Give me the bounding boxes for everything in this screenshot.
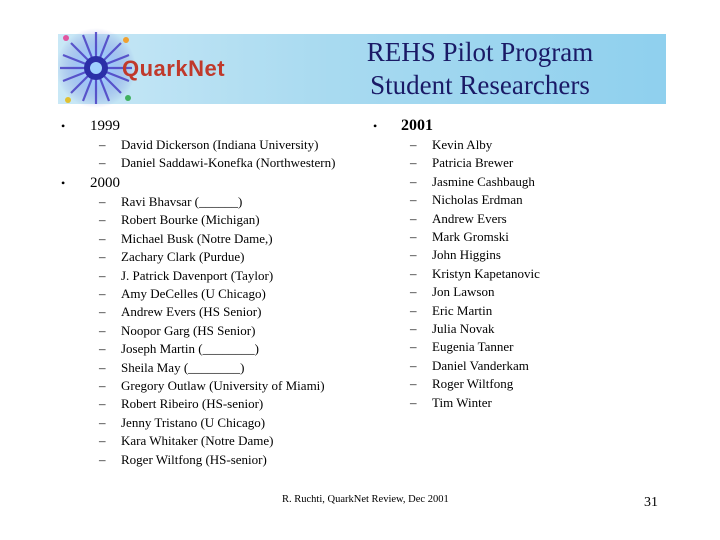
dash-marker: – — [99, 304, 106, 320]
student-name: David Dickerson (Indiana University) — [121, 137, 319, 152]
student-name: Noopor Garg (HS Senior) — [121, 322, 256, 338]
student-name: Julia Novak — [432, 321, 495, 336]
dash-marker: – — [99, 433, 106, 449]
dash-marker: – — [99, 341, 106, 357]
student-name: Robert Ribeiro (HS-senior) — [121, 396, 264, 412]
student-name: Kristyn Kapetanovic — [432, 265, 540, 281]
dash-marker: – — [410, 394, 417, 410]
list-item — [410, 173, 535, 191]
bullet-icon: • — [373, 119, 378, 133]
dash-marker: – — [410, 357, 417, 373]
dash-marker: – — [99, 137, 106, 152]
list-item — [410, 394, 492, 412]
student-name: Jasmine Cashbaugh — [432, 173, 535, 189]
list-item — [410, 283, 494, 301]
page-number: 31 — [644, 495, 658, 510]
dash-marker: – — [410, 137, 417, 152]
dash-marker: – — [99, 230, 106, 246]
dash-marker: – — [410, 192, 417, 208]
dash-marker: – — [410, 247, 417, 263]
dash-marker: – — [410, 376, 417, 392]
student-name: Roger Wiltfong — [432, 376, 514, 392]
student-name: Sheila May (________) — [121, 359, 245, 375]
list-item — [410, 228, 509, 246]
list-item — [99, 359, 244, 377]
list-item — [410, 136, 492, 154]
dash-marker: – — [99, 212, 106, 228]
slide-title — [330, 36, 630, 102]
student-name: John Higgins — [432, 247, 501, 263]
dash-marker: – — [410, 173, 417, 189]
list-item — [99, 285, 266, 303]
bullet-icon: • — [61, 176, 66, 190]
bullet-icon: • — [61, 119, 66, 133]
list-item — [410, 210, 507, 228]
student-name: J. Patrick Davenport (Taylor) — [121, 267, 274, 283]
dash-marker: – — [410, 321, 417, 336]
dash-marker: – — [99, 414, 106, 430]
student-name: Michael Busk (Notre Dame,) — [121, 230, 273, 246]
title-line-1: REHS Pilot Program — [366, 37, 594, 67]
student-name: Zachary Clark (Purdue) — [121, 249, 245, 265]
list-item — [99, 377, 325, 395]
list-item — [99, 414, 265, 432]
list-item — [410, 357, 529, 375]
dash-marker: – — [99, 396, 106, 412]
student-name: Ravi Bhavsar (______) — [121, 194, 243, 209]
list-item — [410, 154, 513, 172]
student-name: Nicholas Erdman — [432, 192, 523, 208]
list-item — [99, 303, 261, 321]
list-item — [99, 154, 335, 172]
dash-marker: – — [410, 155, 417, 171]
dash-marker: – — [99, 194, 106, 209]
student-name: Joseph Martin (________) — [121, 341, 259, 357]
student-name: Mark Gromski — [432, 229, 509, 244]
dash-marker: – — [99, 451, 106, 467]
list-item — [99, 322, 255, 340]
list-item — [410, 320, 494, 338]
logo-wordmark: QuarkNet — [122, 56, 226, 81]
student-name: Patricia Brewer — [432, 155, 514, 171]
list-item — [99, 248, 244, 266]
list-item — [99, 432, 273, 450]
dash-marker: – — [99, 249, 106, 265]
dash-marker: – — [410, 229, 417, 244]
year-heading: 1999 — [90, 118, 120, 134]
dash-marker: – — [410, 302, 417, 318]
list-item — [99, 340, 259, 358]
student-name: Robert Bourke (Michigan) — [121, 212, 260, 228]
student-name: Amy DeCelles (U Chicago) — [121, 286, 266, 301]
student-name: Jenny Tristano (U Chicago) — [121, 414, 266, 430]
student-name: Tim Winter — [432, 394, 492, 410]
dash-marker: – — [410, 210, 417, 226]
student-name: Andrew Evers — [432, 210, 507, 226]
student-name: Roger Wiltfong (HS-senior) — [121, 451, 267, 467]
student-name: Jon Lawson — [432, 284, 495, 300]
year-heading: 2001 — [401, 117, 433, 134]
list-item — [410, 375, 513, 393]
list-item — [99, 395, 263, 413]
list-item — [410, 191, 523, 209]
list-item — [410, 302, 492, 320]
student-name: Kevin Alby — [432, 137, 493, 152]
title-line-2: Student Researchers — [370, 70, 590, 100]
student-name: Eugenia Tanner — [432, 339, 514, 355]
list-item — [99, 193, 242, 211]
dash-marker: – — [410, 339, 417, 355]
student-name: Andrew Evers (HS Senior) — [121, 304, 262, 320]
student-name: Daniel Saddawi-Konefka (Northwestern) — [121, 155, 336, 171]
dash-marker: – — [99, 322, 106, 338]
student-name: Eric Martin — [432, 302, 493, 318]
list-item — [410, 246, 501, 264]
list-item — [99, 267, 273, 285]
list-item — [410, 265, 540, 283]
dash-marker: – — [410, 265, 417, 281]
dash-marker: – — [99, 359, 106, 375]
student-name: Daniel Vanderkam — [432, 357, 529, 373]
list-item — [99, 136, 318, 154]
year-heading: 2000 — [90, 175, 120, 191]
list-item — [99, 230, 273, 248]
student-name: Gregory Outlaw (University of Miami) — [121, 378, 325, 393]
list-item — [99, 211, 260, 229]
list-item — [99, 451, 267, 469]
footer-credit: R. Ruchti, QuarkNet Review, Dec 2001 — [282, 494, 449, 505]
dash-marker: – — [410, 284, 417, 300]
dash-marker: – — [99, 286, 106, 301]
dash-marker: – — [99, 267, 106, 283]
dash-marker: – — [99, 155, 106, 171]
dash-marker: – — [99, 378, 106, 393]
list-item — [410, 338, 514, 356]
student-name: Kara Whitaker (Notre Dame) — [121, 433, 274, 449]
